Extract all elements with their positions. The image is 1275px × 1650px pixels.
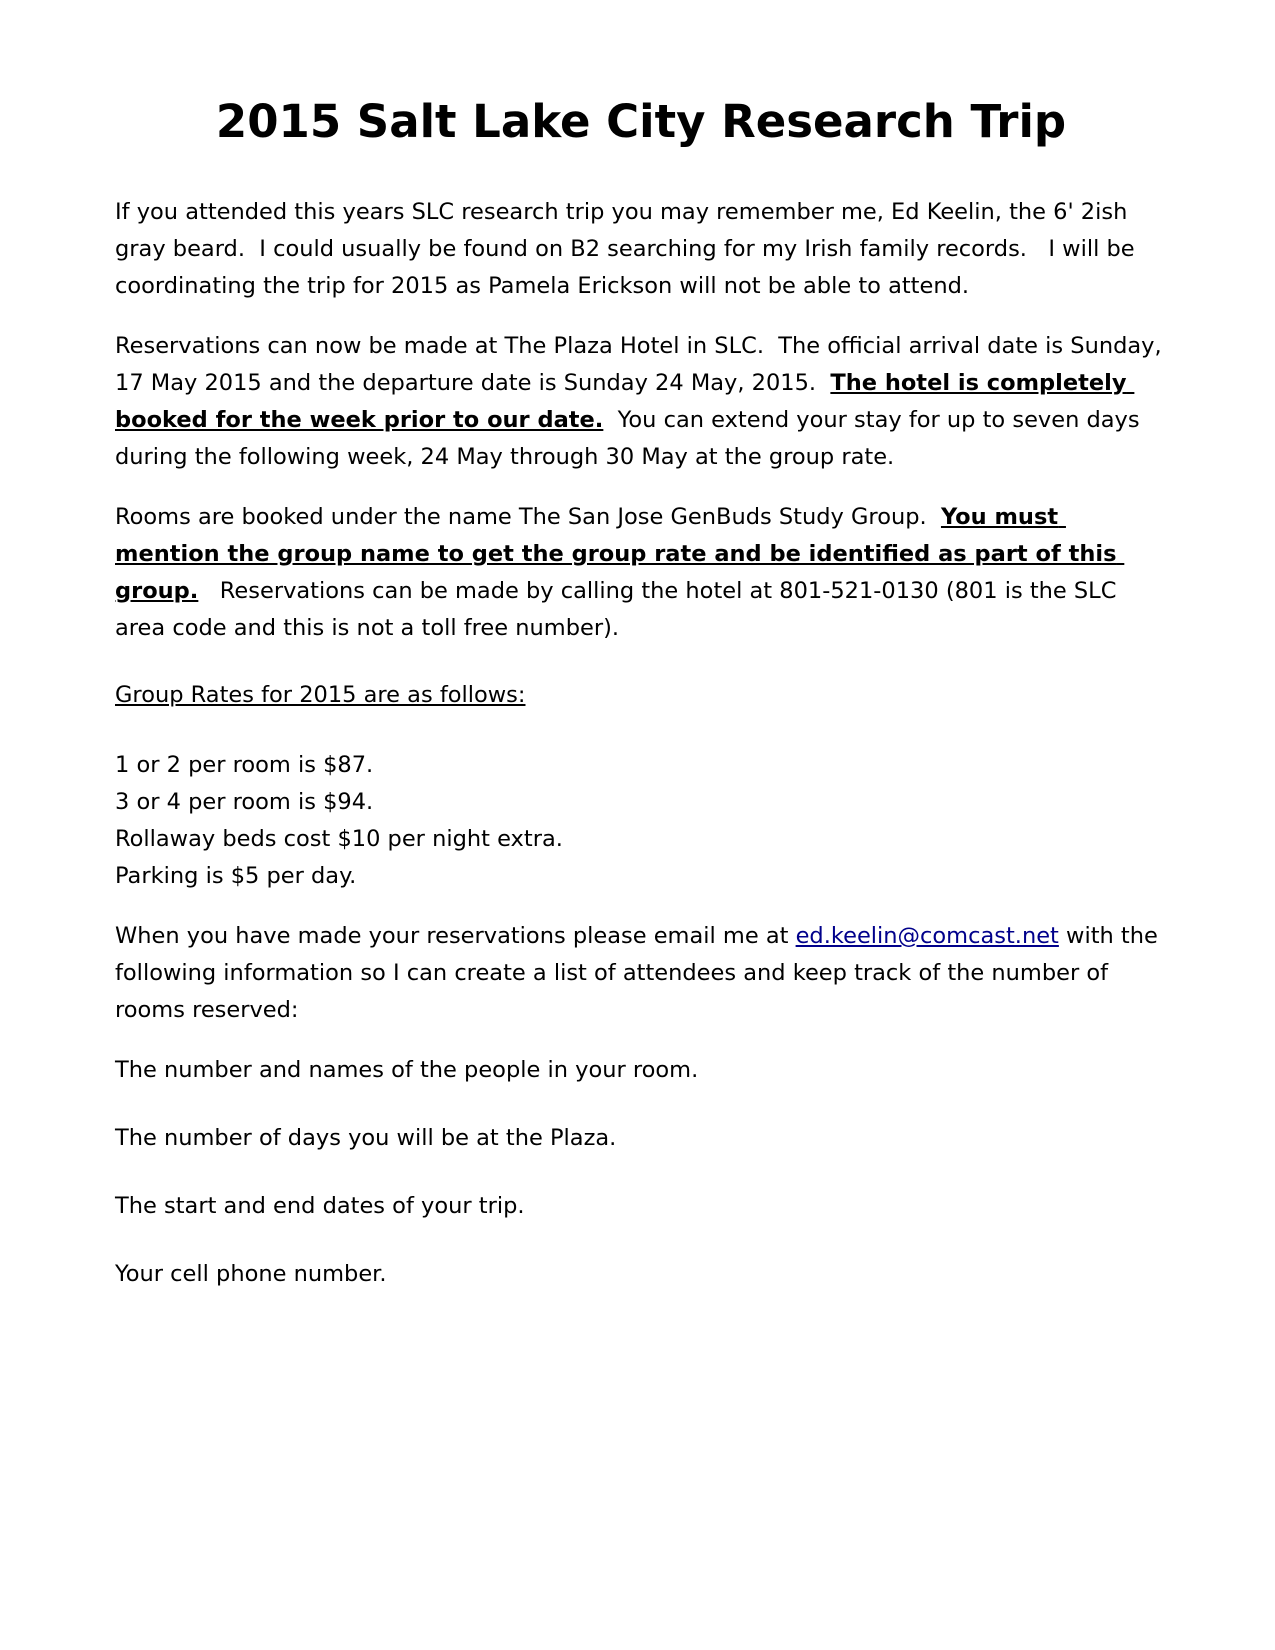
request-line: The number and names of the people in your room. bbox=[115, 1057, 699, 1083]
rate-line: Rollaway beds cost $10 per night extra. bbox=[115, 826, 563, 852]
rate-line: Parking is $5 per day. bbox=[115, 863, 357, 889]
intro-text: If you attended this years SLC research trip you may remember me, Ed Keelin, the 6' 2ish gray beard. I could usually be found on B2 searching for my Irish family records. I will be coordinating the trip for 2015 as Pamela Erickson will not be able to attend. bbox=[115, 199, 1142, 299]
group-booking-text-after: Reservations can be made by calling the hotel at 801-521-0130 (801 is the SLC area code and this is not a toll free number). bbox=[115, 578, 1124, 641]
document-title: 2015 Salt Lake City Research Trip bbox=[215, 95, 1067, 148]
rates-list bbox=[115, 747, 1167, 895]
paragraph-group-booking bbox=[115, 499, 1167, 647]
email-link[interactable]: ed.keelin@comcast.net bbox=[795, 923, 1059, 949]
request-line: The start and end dates of your trip. bbox=[115, 1193, 525, 1219]
request-line: The number of days you will be at the Plaza. bbox=[115, 1125, 617, 1151]
email-text: When you have made your reservations please email me at bbox=[115, 923, 796, 949]
paragraph-intro bbox=[115, 194, 1167, 305]
paragraph-reservations bbox=[115, 328, 1167, 476]
paragraph-email bbox=[115, 918, 1167, 1029]
reservations-text: Reservations can now be made at The Plaza Hotel in SLC. The official arrival date is Sunday, 17 May 2015 and the departure date is Sunday 24 May, 2015. bbox=[115, 333, 1169, 396]
rate-line: 1 or 2 per room is $87. bbox=[115, 752, 374, 778]
requests-list bbox=[115, 1052, 1167, 1293]
reservations-text-after: You can extend your stay for up to seven days during the following week, 24 May through 30 May at the group rate. bbox=[115, 407, 1147, 470]
rates-heading bbox=[115, 677, 1167, 714]
group-booking-emphasis: You must mention the group name to get the group rate and be identified as part of this group. bbox=[115, 504, 1125, 604]
group-booking-text: Rooms are booked under the name The San Jose GenBuds Study Group. bbox=[115, 504, 941, 530]
request-line: Your cell phone number. bbox=[115, 1261, 387, 1287]
rates-heading-text: Group Rates for 2015 are as follows: bbox=[115, 682, 526, 708]
email-text-after: with the following information so I can create a list of attendees and keep track of the number of rooms reserved: bbox=[115, 923, 1166, 1023]
reservations-emphasis: The hotel is completely booked for the week prior to our date. bbox=[115, 370, 1135, 433]
rate-line: 3 or 4 per room is $94. bbox=[115, 789, 374, 815]
